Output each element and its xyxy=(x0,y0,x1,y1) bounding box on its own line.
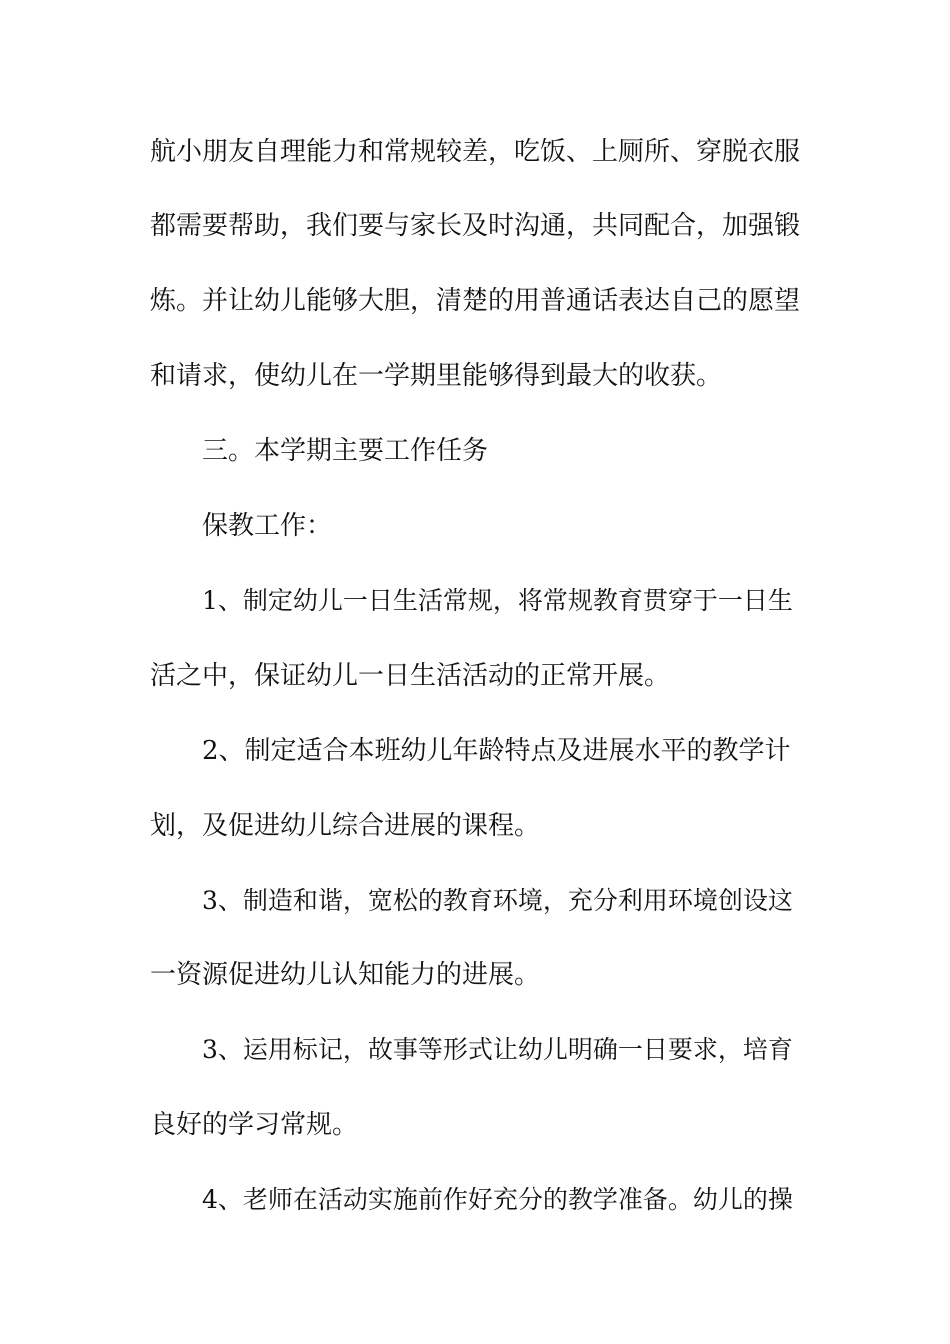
list-item: 2、制定适合本班幼儿年龄特点及进展水平的教学计 xyxy=(202,736,791,766)
text-line: 航小朋友自理能力和常规较差，吃饭、上厕所、穿脱衣服 xyxy=(150,137,801,167)
text-line: 划，及促进幼儿综合进展的课程。 xyxy=(150,811,541,841)
text-line: 良好的学习常规。 xyxy=(150,1110,359,1140)
section-heading: 三。本学期主要工作任务 xyxy=(202,436,489,466)
list-item: 4、老师在活动实施前作好充分的教学准备。幼儿的操 xyxy=(202,1185,793,1214)
text-line: 一资源促进幼儿认知能力的进展。 xyxy=(150,960,541,990)
text-line: 都需要帮助，我们要与家长及时沟通，共同配合，加强锻 xyxy=(150,211,801,241)
text-line: 活之中，保证幼儿一日生活活动的正常开展。 xyxy=(150,661,671,691)
list-item: 3、制造和谐，宽松的教育环境，充分利用环境创设这 xyxy=(202,886,793,915)
text-line: 和请求，使幼儿在一学期里能够得到最大的收获。 xyxy=(150,361,723,391)
list-item: 1、制定幼儿一日生活常规，将常规教育贯穿于一日生 xyxy=(202,586,793,615)
subheading: 保教工作： xyxy=(202,511,333,541)
list-item: 3、运用标记，故事等形式让幼儿明确一日要求，培育 xyxy=(202,1035,793,1064)
text-line: 炼。并让幼儿能够大胆，清楚的用普通话表达自己的愿望 xyxy=(150,286,801,316)
